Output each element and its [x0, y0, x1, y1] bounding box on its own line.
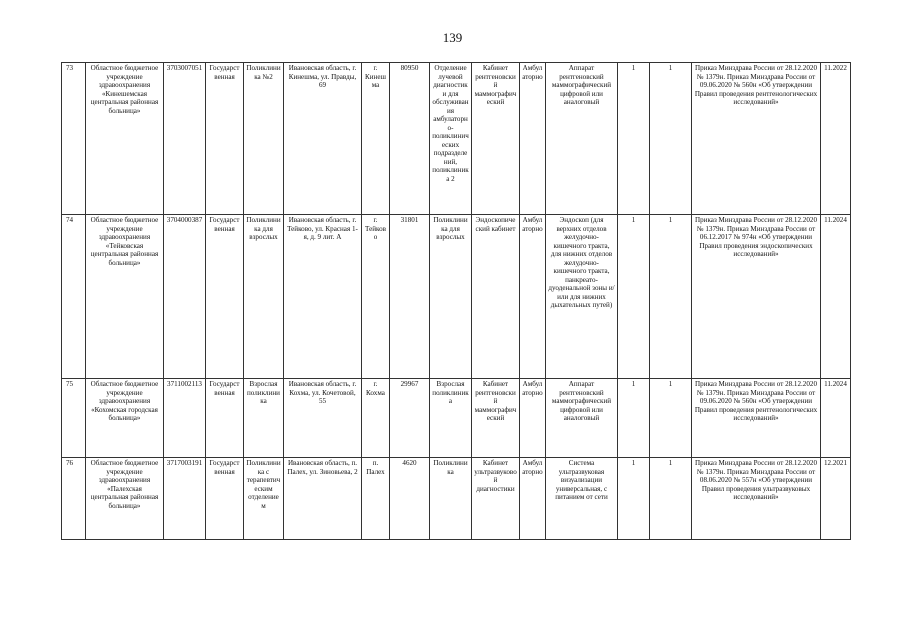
cell-population: 4620	[390, 458, 430, 540]
cell-room: Эндоскопический кабинет	[472, 215, 520, 379]
cell-organization: Областное бюджетное учреждение здравоохранения «Тейковская центральная районная больница»	[86, 215, 164, 379]
cell-organization: Областное бюджетное учреждение здравоохранения «Кохомская городская больница»	[86, 379, 164, 458]
cell-care-type: Амбулаторно	[520, 458, 546, 540]
cell-equipment: Система ультразвуковая визуализации универсальная, с питанием от сети	[546, 458, 618, 540]
cell-order: Приказ Минздрава России от 28.12.2020 № 1379н. Приказ Минздрава России от 09.06.2020 № 560н «Об утверждении Правил проведения рентгенологических исследований»	[692, 379, 821, 458]
cell-organization: Областное бюджетное учреждение здравоохранения «Палехская центральная районная больница»	[86, 458, 164, 540]
cell-quantity-available: 1	[650, 63, 692, 215]
cell-address: Ивановская область, г. Тейково, ул. Красная 1-я, д. 9 лит. А	[284, 215, 362, 379]
cell-number: 74	[62, 215, 86, 379]
cell-number: 76	[62, 458, 86, 540]
table-row	[62, 379, 851, 458]
cell-quantity-required: 1	[618, 458, 650, 540]
cell-ownership-type: Государственная	[206, 379, 244, 458]
cell-room: Кабинет рентгеновский маммографический	[472, 63, 520, 215]
cell-locality: г. Тейково	[362, 215, 390, 379]
cell-department: Взрослая поликлиника	[430, 379, 472, 458]
cell-quantity-available: 1	[650, 458, 692, 540]
cell-quantity-available: 1	[650, 379, 692, 458]
table-row	[62, 63, 851, 215]
cell-code: 3711002113	[164, 379, 206, 458]
cell-unit: Поликлиника для взрослых	[244, 215, 284, 379]
cell-unit: Поликлиника №2	[244, 63, 284, 215]
table-row	[62, 215, 851, 379]
cell-quantity-required: 1	[618, 379, 650, 458]
cell-code: 3717003191	[164, 458, 206, 540]
cell-population: 29967	[390, 379, 430, 458]
cell-department: Отделение лучевой диагностики для обслуживания амбулаторно-поликлинических подразделений, поликлиника 2	[430, 63, 472, 215]
cell-care-type: Амбулаторно	[520, 379, 546, 458]
cell-equipment: Эндоскоп (для верхних отделов желудочно-кишечного тракта, для нижних отделов желудочно-кишечного тракта, панкреато-дуоденальной зоны и/или для нижних дыхательных путей)	[546, 215, 618, 379]
cell-address: Ивановская область, г. Кинешма, ул. Правды, 69	[284, 63, 362, 215]
cell-unit: Взрослая поликлиника	[244, 379, 284, 458]
cell-quantity-available: 1	[650, 215, 692, 379]
cell-order: Приказ Минздрава России от 28.12.2020 № 1379н. Приказ Минздрава России от 08.06.2020 № 557н «Об утверждении Правил проведения ультразвуковых исследований»	[692, 458, 821, 540]
cell-date: 12.2021	[821, 458, 851, 540]
cell-department: Поликлиника	[430, 458, 472, 540]
cell-locality: г. Кинешма	[362, 63, 390, 215]
cell-locality: г. Кохма	[362, 379, 390, 458]
cell-code: 3703007051	[164, 63, 206, 215]
equipment-table	[61, 62, 851, 540]
cell-department: Поликлиника для взрослых	[430, 215, 472, 379]
cell-number: 75	[62, 379, 86, 458]
cell-order: Приказ Минздрава России от 28.12.2020 № 1379н. Приказ Минздрава России от 06.12.2017 № 974н «Об утверждении Правил проведения эндоскопических исследований»	[692, 215, 821, 379]
cell-room: Кабинет рентгеновский маммографический	[472, 379, 520, 458]
cell-quantity-required: 1	[618, 63, 650, 215]
cell-ownership-type: Государственная	[206, 458, 244, 540]
cell-ownership-type: Государственная	[206, 215, 244, 379]
cell-care-type: Амбулаторно	[520, 215, 546, 379]
cell-ownership-type: Государственная	[206, 63, 244, 215]
cell-order: Приказ Минздрава России от 28.12.2020 № 1379н. Приказ Минздрава России от 09.06.2020 № 560н «Об утверждении Правил проведения рентгенологических исследований»	[692, 63, 821, 215]
cell-address: Ивановская область, п. Палех, ул. Зиновьева, 2	[284, 458, 362, 540]
cell-number: 73	[62, 63, 86, 215]
cell-date: 11.2024	[821, 379, 851, 458]
cell-equipment: Аппарат рентгеновский маммографический цифровой или аналоговый	[546, 63, 618, 215]
cell-room: Кабинет ультразвуковой диагностики	[472, 458, 520, 540]
cell-quantity-required: 1	[618, 215, 650, 379]
page-number: 139	[442, 30, 463, 45]
cell-date: 11.2024	[821, 215, 851, 379]
cell-care-type: Амбулаторно	[520, 63, 546, 215]
cell-population: 80950	[390, 63, 430, 215]
table-row	[62, 458, 851, 540]
cell-population: 31801	[390, 215, 430, 379]
cell-organization: Областное бюджетное учреждение здравоохранения «Кинешемская центральная районная больница»	[86, 63, 164, 215]
cell-address: Ивановская область, г. Кохма, ул. Кочетовой, 55	[284, 379, 362, 458]
cell-date: 11.2022	[821, 63, 851, 215]
cell-code: 3704000387	[164, 215, 206, 379]
cell-equipment: Аппарат рентгеновский маммографический цифровой или аналоговый	[546, 379, 618, 458]
cell-unit: Поликлиника с терапевтическим отделением	[244, 458, 284, 540]
cell-locality: п. Палех	[362, 458, 390, 540]
